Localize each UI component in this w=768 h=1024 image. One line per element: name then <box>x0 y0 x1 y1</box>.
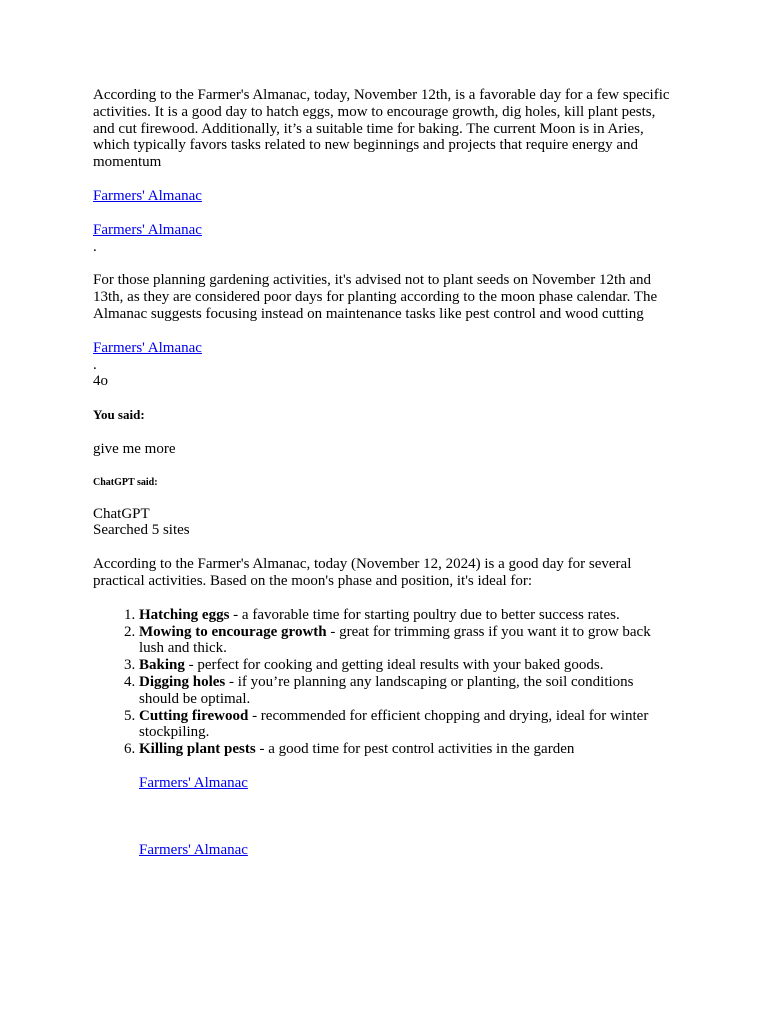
model-label: 4o <box>93 373 108 390</box>
reference-source-2 <box>139 842 673 859</box>
list-item <box>139 674 673 708</box>
list-item <box>139 708 673 742</box>
user-message: give me more <box>93 440 176 457</box>
item-text: - if you’re planning any landscaping or planting, the soil conditions should be optimal. <box>139 673 634 707</box>
conversation-document <box>93 87 673 859</box>
item-title: Hatching eggs <box>139 606 230 623</box>
list-item <box>139 657 673 674</box>
reference-source-1 <box>139 775 673 792</box>
farmers-almanac-link[interactable]: Farmers' Almanac <box>93 339 202 356</box>
item-title: Killing plant pests <box>139 741 256 758</box>
farmers-almanac-link[interactable]: Farmers' Almanac <box>93 221 202 238</box>
activity-list <box>93 607 673 758</box>
farmers-almanac-link[interactable]: Farmers' Almanac <box>139 774 248 791</box>
item-text: - a favorable time for starting poultry due to better success rates. <box>229 606 620 623</box>
farmers-almanac-link[interactable]: Farmers' Almanac <box>93 187 202 204</box>
item-title: Digging holes <box>139 673 226 690</box>
item-title: Cutting firewood <box>139 707 249 724</box>
intro-trailing-dot: . <box>93 238 97 255</box>
search-status: Searched 5 sites <box>93 522 190 539</box>
item-title: Mowing to encourage growth <box>139 623 327 640</box>
item-text: - a good time for pest control activities in the garden <box>255 741 575 758</box>
list-item <box>139 607 673 624</box>
intro-paragraph: According to the Farmer's Almanac, today, November 12th, is a favorable day for a few specific activities. It is a good day to hatch eggs, mow to encourage growth, dig holes, kill plant pests, and cut firewood. Additionally, it’s a suitable time for baking. The current Moon is in Aries, which typically favors tasks related to new beginnings and projects that require energy and momentum <box>93 87 670 171</box>
list-item <box>139 741 673 758</box>
item-text: - perfect for cooking and getting ideal results with your baked goods. <box>184 657 604 674</box>
intro-source-1 <box>93 188 673 205</box>
farmers-almanac-link[interactable]: Farmers' Almanac <box>139 841 248 858</box>
item-title: Baking <box>139 657 185 674</box>
gardening-source <box>93 340 673 357</box>
item-text: - great for trimming grass if you want it to grow back lush and thick. <box>139 623 651 657</box>
gardening-paragraph: For those planning gardening activities, it's advised not to plant seeds on November 12th and 13th, as they are considered poor days for planting according to the moon phase calendar. The Almanac suggests focusing instead on maintenance tasks like pest control and wood cutting <box>93 272 658 322</box>
gardening-trailing-dot: . <box>93 356 97 373</box>
assistant-intro: According to the Farmer's Almanac, today (November 12, 2024) is a good day for several practical activities. Based on the moon's phase and position, it's ideal for: <box>93 556 632 589</box>
reference-links <box>139 775 673 859</box>
assistant-name: ChatGPT <box>93 505 150 522</box>
intro-source-2 <box>93 222 673 239</box>
list-item <box>139 624 673 658</box>
item-text: - recommended for efficient chopping and drying, ideal for winter stockpiling. <box>139 707 649 741</box>
user-label: You said: <box>93 407 145 423</box>
assistant-label: ChatGPT said: <box>93 476 158 488</box>
